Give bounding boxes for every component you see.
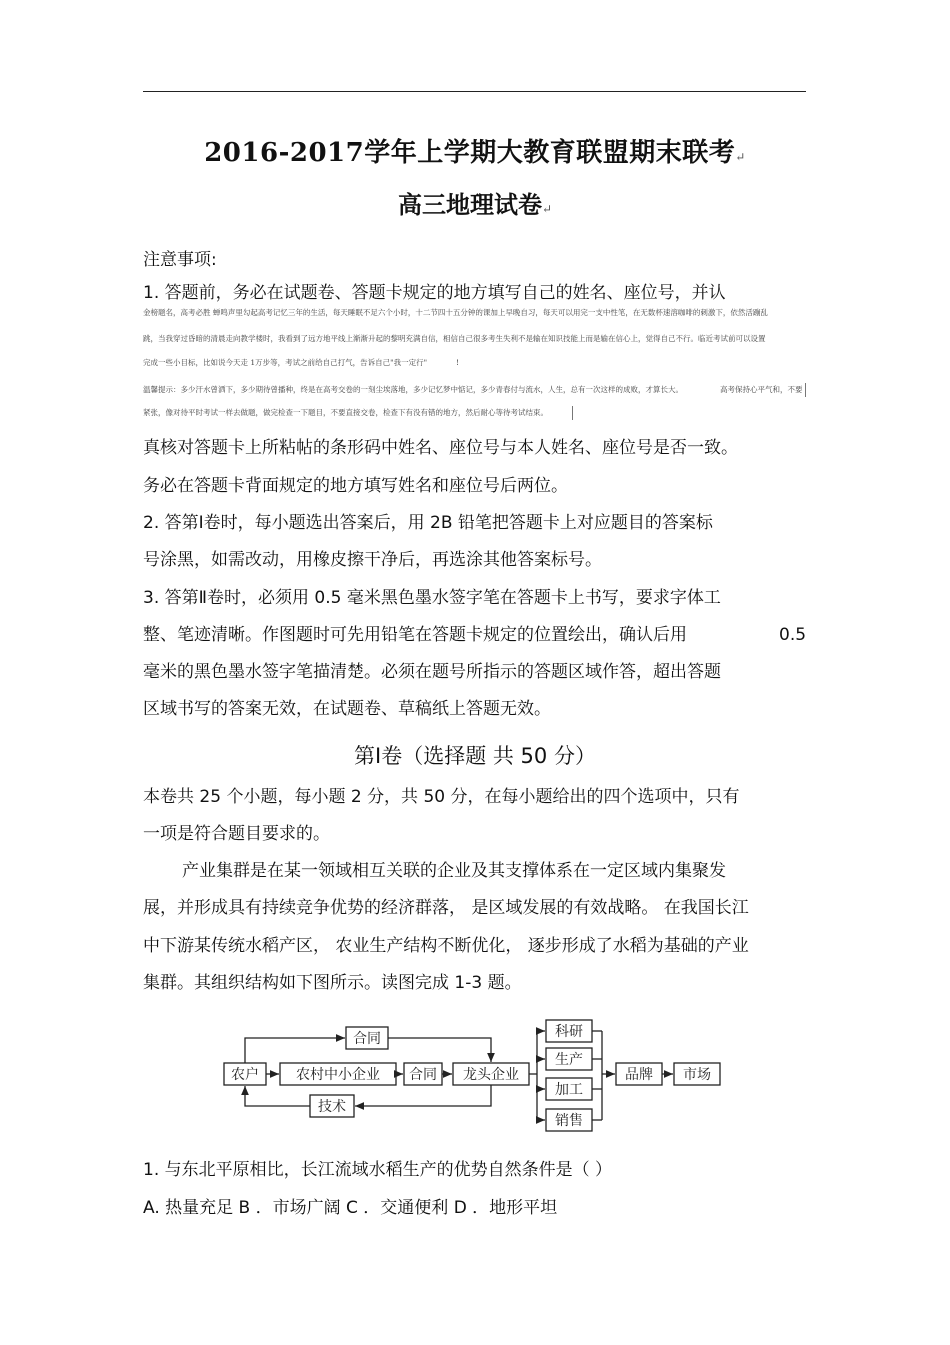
label-research: 科研 xyxy=(555,1024,583,1040)
notice-text: 号涂黑，如需改动，用橡皮擦干净后，再选涂其他答案标号。 xyxy=(143,550,602,570)
return-mark: ↵ xyxy=(735,150,746,164)
passage-text: 中下游某传统水稻产区， 农业生产结构不断优化， 逐步形成了水稻为基础的产业 xyxy=(143,936,749,956)
passage-text: 展，并形成具有持续竞争优势的经济群落， 是区域发展的有效战略。 在我国长江 xyxy=(143,898,749,918)
notice-text: 整、笔迹清晰。作图题时可先用铅笔在答题卡规定的位置绘出，确认后用 xyxy=(143,625,687,645)
small-print-line: 金榜题名，高考必胜 蝉鸣声里勾起高考记忆三年的生活，每天睡眠不足六个小时，十二节四十五分钟的课加上早晚自习，每天可以用完一支中性笔，在无数杯速溶咖啡的刺激下，依然活蹦乱 xyxy=(143,308,768,317)
small-print-line: 温馨提示：多少汗水曾洒下，多少期待曾播种，终是在高考交卷的一刻尘埃落地，多少记忆梦中惦记，多少青春付与流水，人生，总有一次这样的成败，才算长大。 xyxy=(143,385,683,394)
header-rule xyxy=(143,91,806,92)
passage-text: 集群。其组织结构如下图所示。读图完成 1-3 题。 xyxy=(143,973,522,993)
notice-heading: 注意事项: xyxy=(143,250,217,270)
section-intro: 本卷共 25 个小题，每小题 2 分，共 50 分，在每小题给出的四个选项中，只有 xyxy=(143,787,740,807)
label-leader: 龙头企业 xyxy=(463,1067,519,1083)
notice-item-2: 2. 答第Ⅰ卷时，每小题选出答案后，用 2B 铅笔把答题卡上对应题目的答案标 xyxy=(143,513,713,533)
return-mark: ↵ xyxy=(541,202,553,216)
small-print-line: 紧张，像对待平时考试一样去做题，做完检查一下题目，不要直接交卷，检查下有没有错的地方，然后耐心等待考试结束。 xyxy=(143,408,548,417)
notice-text: 区域书写的答案无效，在试题卷、草稿纸上答题无效。 xyxy=(143,699,551,719)
industry-cluster-diagram xyxy=(210,1015,730,1137)
exam-subtitle: 高三地理试卷↵ xyxy=(397,190,553,219)
label-sme: 农村中小企业 xyxy=(296,1067,380,1083)
label-tech: 技术 xyxy=(318,1099,346,1115)
passage-text: 产业集群是在某一领域相互关联的企业及其支撑体系在一定区域内集聚发 xyxy=(182,861,726,881)
notice-text: 毫米的黑色墨水签字笔描清楚。必须在题号所指示的答题区域作答，超出答题 xyxy=(143,662,721,682)
label-sales: 销售 xyxy=(555,1113,583,1129)
text-cursor-bar xyxy=(805,383,806,397)
notice-text: 务必在答题卡背面规定的地方填写姓名和座位号后两位。 xyxy=(143,476,568,496)
section-title: 第Ⅰ卷（选择题 共 50 分） xyxy=(354,744,596,768)
text-cursor-bar xyxy=(572,406,573,420)
label-brand: 品牌 xyxy=(625,1067,653,1083)
label-market: 市场 xyxy=(683,1067,711,1083)
notice-text: 0.5 xyxy=(779,625,807,645)
question-1-stem: 1. 与东北平原相比，长江流域水稻生产的优势自然条件是（ ） xyxy=(143,1160,613,1180)
notice-item-1: 1. 答题前，务必在试题卷、答题卡规定的地方填写自己的姓名、座位号，并认 xyxy=(143,283,726,303)
notice-item-3: 3. 答第Ⅱ卷时，必须用 0.5 毫米黑色墨水签字笔在答题卡上书写，要求字体工 xyxy=(143,588,721,608)
label-produce: 生产 xyxy=(555,1052,583,1068)
small-print-mark: ! xyxy=(456,358,460,367)
notice-text: 真核对答题卡上所粘帖的条形码中姓名、座位号与本人姓名、座位号是否一致。 xyxy=(143,438,738,458)
small-print-line: 跳，当我穿过昏暗的清晨走向教学楼时，我看到了远方地平线上渐渐升起的黎明充满自信，相信自己很多考生失利不是输在知识技能上而是输在信心上，觉得自己不行。临近考试前可以设置 xyxy=(143,334,766,343)
label-process: 加工 xyxy=(555,1082,583,1098)
label-contract: 合同 xyxy=(409,1067,437,1083)
section-intro: 一项是符合题目要求的。 xyxy=(143,824,330,844)
question-1-options: A. 热量充足 B ．市场广阔 C ．交通便利 D ．地形平坦 xyxy=(143,1198,558,1218)
small-print-right: 高考保持心平气和，不要 xyxy=(720,385,803,394)
label-contract-top: 合同 xyxy=(353,1031,381,1047)
small-print-line: 完成一些小目标，比如说今天走 1万步等，考试之前给自己打气，告诉自己"我一定行" xyxy=(143,358,428,367)
label-farmer: 农户 xyxy=(231,1067,259,1083)
exam-title: 2016-2017学年上学期大教育联盟期末联考↵ xyxy=(204,138,746,168)
